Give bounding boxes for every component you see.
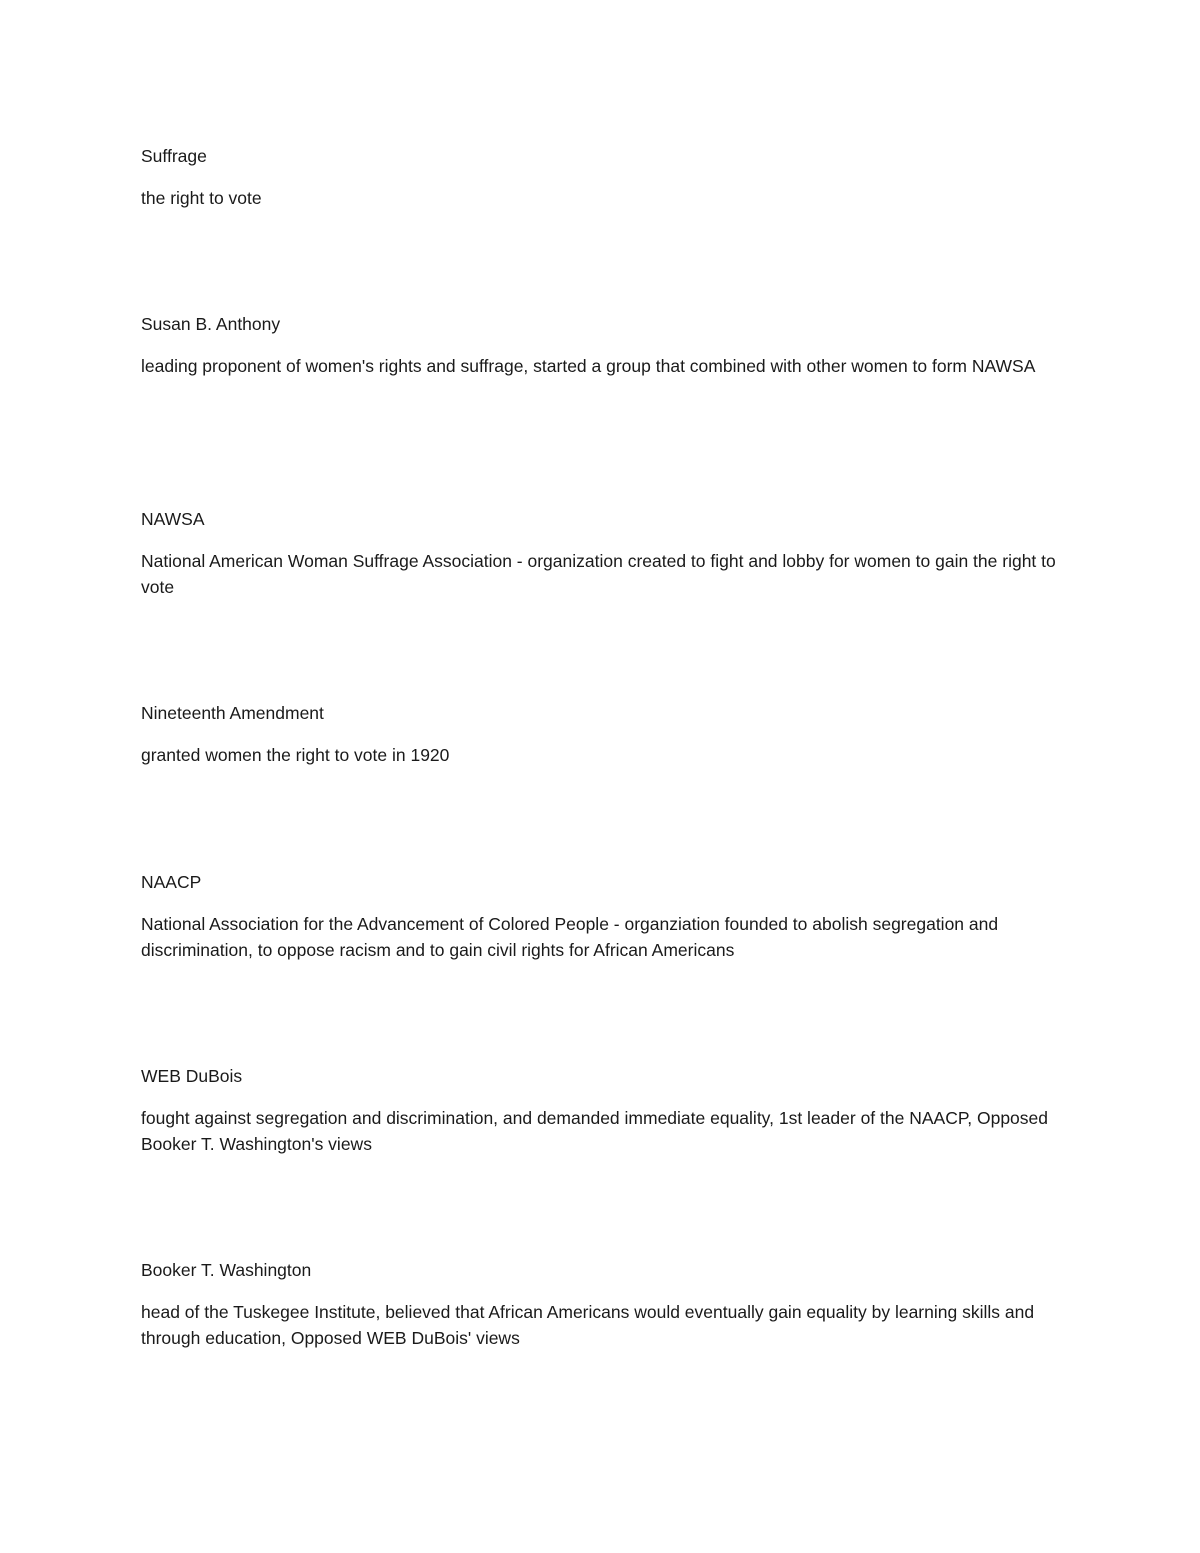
- entry-term: NAWSA: [141, 509, 205, 529]
- entry-suffrage: [141, 143, 1061, 211]
- entry-definition: fought against segregation and discrimination, and demanded immediate equality, 1st leader of the NAACP, Opposed Booker T. Washington's views: [141, 1108, 1049, 1154]
- entry-term: Nineteenth Amendment: [141, 703, 324, 723]
- entry-susan-b-anthony: [141, 311, 1061, 379]
- entry-definition: National American Woman Suffrage Association - organization created to fight and lobby for women to gain the right to vote: [141, 551, 1056, 597]
- entry-definition: leading proponent of women's rights and suffrage, started a group that combined with other women to form NAWSA: [141, 356, 1036, 376]
- entry-nawsa: [141, 506, 1061, 600]
- entry-naacp: [141, 869, 1061, 963]
- entry-nineteenth-amendment: [141, 700, 1061, 768]
- entry-term: Booker T. Washington: [141, 1260, 312, 1280]
- entry-term: NAACP: [141, 872, 202, 892]
- entry-definition: the right to vote: [141, 188, 262, 208]
- entry-booker-t-washington: [141, 1257, 1061, 1351]
- entry-term: Susan B. Anthony: [141, 314, 281, 334]
- entry-definition: granted women the right to vote in 1920: [141, 745, 450, 765]
- entry-definition: head of the Tuskegee Institute, believed that African Americans would eventually gain equality by learning skills and through education, Opposed WEB DuBois' views: [141, 1302, 1035, 1348]
- entry-definition: National Association for the Advancement of Colored People - organziation founded to abolish segregation and discrimination, to oppose racism and to gain civil rights for African Americans: [141, 914, 999, 960]
- entry-term: WEB DuBois: [141, 1066, 243, 1086]
- entry-web-dubois: [141, 1063, 1061, 1157]
- entry-term: Suffrage: [141, 146, 207, 166]
